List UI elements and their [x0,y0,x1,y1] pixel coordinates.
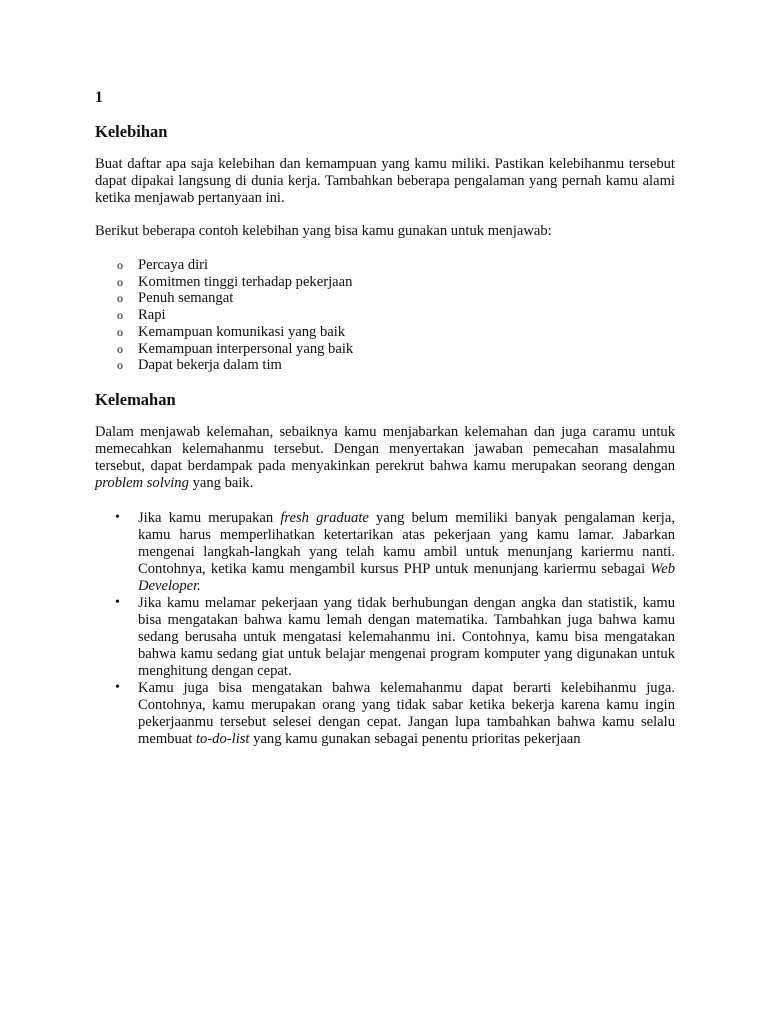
heading-kelemahan: Kelemahan [95,389,176,409]
list-item-emphasis: fresh graduate [280,509,369,526]
list-item-text: Jika kamu merupakan [138,509,274,526]
list-item-text: Rapi [138,307,166,324]
document-page [95,88,675,748]
list-item [95,307,675,324]
list-item-text: Komitmen tinggi terhadap pekerjaan [138,273,353,290]
disc-bullet-icon: • [115,509,120,525]
list-item-emphasis: Web Developer [138,560,675,594]
list-item-punctuation: . [197,577,201,594]
circle-bullet-icon: o [117,258,123,272]
list-item [95,341,675,358]
circle-bullet-icon: o [117,324,123,339]
disc-bullet-icon: • [115,679,120,695]
list-item-text: Percaya diri [138,257,209,273]
list-item [95,257,675,274]
list-item-text: Dapat bekerja dalam tim [138,357,282,374]
list-item-text: Kemampuan komunikasi yang baik [138,323,346,340]
list-item [95,290,675,307]
list-item-text: Kamu juga bisa mengatakan bahwa kelemahanmu dapat berarti kelebihanmu juga. Contohnya, kamu merupakan orang yang tidak sabar ketika bekerja karena kamu ingin pekerjaanmu tersebut selesei dengan cepat. Jangan lupa tambahkan bahwa kamu selalu membuat [138,679,675,747]
heading-kelebihan: Kelebihan [95,122,168,141]
list-item-text: yang kamu gunakan sebagai penentu prioritas pekerjaan [253,730,581,747]
list-item-text: Kemampuan interpersonal yang baik [138,340,354,357]
list-item [95,357,675,374]
kelebihan-lead-paragraph: Berikut beberapa contoh kelebihan yang bisa kamu gunakan untuk menjawab: [95,223,552,239]
kelemahan-paragraph [95,424,675,492]
list-item [95,595,675,680]
list-item [95,274,675,291]
list-item-text: Jika kamu melamar pekerjaan yang tidak berhubungan dengan angka dan statistik, kamu bisa mengatakan bahwa kamu lemah dengan matematika. Tambahkan juga bahwa kamu sedang berusaha untuk mengatasi kelemahanmu ini. Contohnya, kamu bisa mengatakan bahwa kamu sedang giat untuk belajar mengenai program komputer yang digunakan untuk menghitung dengan cepat. [138,594,675,679]
kelebihan-list [95,257,675,374]
circle-bullet-icon: o [117,341,123,356]
disc-bullet-icon: • [115,594,120,610]
kelebihan-intro-paragraph: Buat daftar apa saja kelebihan dan kemampuan yang kamu miliki. Pastikan kelebihanmu tersebut dapat dipakai langsung di dunia kerja. Tambahkan beberapa pengalaman yang pernah kamu alami ketika menjawab pertanyaan ini. [95,156,675,206]
list-item-text: yang belum memiliki banyak pengalaman kerja, kamu harus memperlihatkan ketertarikan atas pekerjaan yang kamu lamar. Jabarkan mengenai langkah-langkah yang telah kamu ambil untuk menunjang kariermu nanti. Contohnya, ketika kamu mengambil kursus PHP untuk menunjang kariermu sebagai [138,509,675,577]
circle-bullet-icon: o [117,274,123,289]
circle-bullet-icon: o [117,291,123,306]
list-item [95,680,675,748]
list-item [95,510,675,595]
paragraph-text: yang baik. [192,474,254,491]
page-number: 1 [95,89,103,106]
list-item-emphasis: to-do-list [195,730,250,747]
paragraph-emphasis: problem solving [95,474,189,491]
paragraph-text: Dalam menjawab kelemahan, sebaiknya kamu menjabarkan kelemahan dan juga caramu untuk memecahkan kelemahanmu tersebut. Dengan menyertakan jawaban pemecahan masalahmu tersebut, dapat berdampak pada menyakinkan perekrut bahwa kamu merupakan seorang dengan [95,423,675,474]
list-item [95,324,675,341]
circle-bullet-icon: o [117,308,123,323]
list-item-text: Penuh semangat [138,290,234,307]
circle-bullet-icon: o [117,358,123,373]
kelemahan-list [95,510,675,748]
